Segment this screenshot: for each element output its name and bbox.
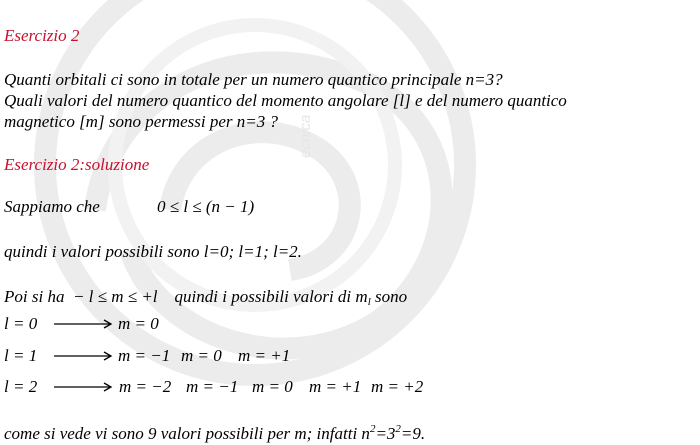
conclusion-sup-1: 2: [369, 423, 376, 435]
l-values-line: quindi i valori possibili sono l=0; l=1; l=2.: [4, 242, 302, 261]
row-2-m-0: m = −2: [119, 377, 172, 396]
question-line-2: Quali valori del numero quantico del momento angolare [l] e del numero quantico: [4, 91, 567, 110]
conclusion-text: come si vede vi sono 9 valori possibili per m; infatti n: [4, 424, 370, 443]
row-2-m-2: m = 0: [252, 377, 293, 396]
poi-prefix: Poi si ha: [4, 287, 65, 306]
conclusion-line: [4, 424, 425, 444]
row-2-l: l = 2: [4, 377, 38, 396]
poi-suffix: sono: [370, 287, 408, 306]
m-range-inequality: − l ≤ m ≤ +l: [72, 287, 158, 306]
row-1-m-1: m = 0: [181, 346, 222, 365]
question-line-1: Quanti orbitali ci sono in totale per un numero quantico principale n=3?: [4, 70, 503, 89]
conclusion-end: =9.: [400, 424, 426, 443]
row-0-l: l = 0: [4, 314, 38, 333]
row-2-m-1: m = −1: [186, 377, 239, 396]
question-line-3: magnetico [m] sono permessi per n=3 ?: [4, 112, 279, 131]
solution-title: Esercizio 2:soluzione: [4, 155, 150, 174]
conclusion-sup-2: 2: [395, 423, 401, 435]
poi-text: quindi i possibili valori di m: [174, 287, 368, 306]
row-2-m-3: m = +1: [309, 377, 362, 396]
l-range-inequality: 0 ≤ l ≤ (n − 1): [157, 197, 255, 216]
watermark-text: ecnica: [297, 114, 314, 158]
row-1-l: l = 1: [4, 346, 38, 365]
row-1-m-0: m = −1: [118, 346, 171, 365]
row-0-m-0: m = 0: [118, 314, 159, 333]
row-1-m-2: m = +1: [238, 346, 291, 365]
arrow-icon: [54, 381, 114, 393]
poi-subscript: l: [367, 296, 371, 308]
row-2-m-4: m = +2: [371, 377, 424, 396]
conclusion-mid: =3: [375, 424, 396, 443]
sappiamo-text: Sappiamo che: [4, 197, 100, 216]
poi-line: [4, 287, 407, 307]
exercise-title: Esercizio 2: [4, 26, 80, 45]
arrow-icon: [54, 350, 114, 362]
arrow-icon: [54, 318, 114, 330]
